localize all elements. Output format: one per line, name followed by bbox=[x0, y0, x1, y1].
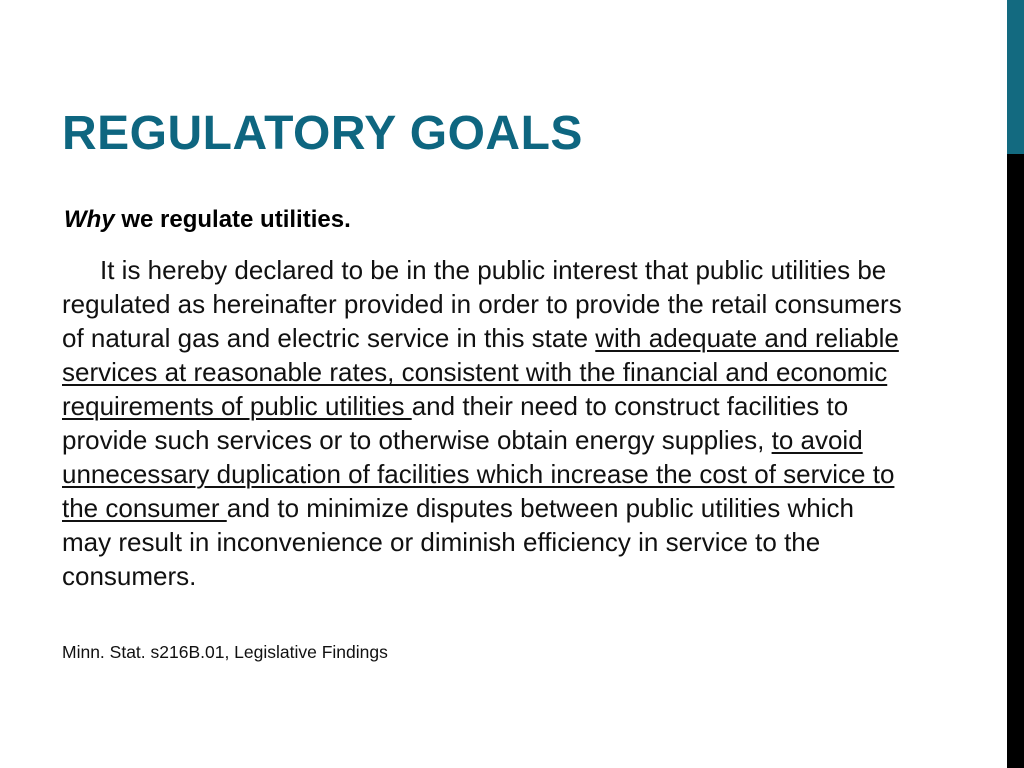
subtitle-text: we regulate utilities. bbox=[114, 206, 351, 233]
edge-dark-bar bbox=[1007, 154, 1024, 768]
slide-title: REGULATORY GOALS bbox=[62, 107, 583, 160]
quote-segment: and to minimize disputes between public utilities which may result in inconvenience or diminish efficiency in service to the consumers. bbox=[62, 493, 854, 591]
quote-segment-underlined: to avoid unnecessary duplication of facilities which increase the cost of service to the consumer bbox=[62, 425, 895, 523]
edge-accent-bar bbox=[1007, 0, 1024, 154]
citation: Minn. Stat. s216B.01, Legislative Findings bbox=[62, 642, 388, 662]
quote-segment: It is hereby declared to be in the public interest that public utilities be regulated as hereinafter provided in order to provide the retail consumers of natural gas and electric service in this state bbox=[62, 255, 902, 353]
quote-segment: and their need to construct facilities to provide such services or to otherwise obtain energy supplies, bbox=[62, 391, 849, 455]
subtitle-emphasis: Why bbox=[64, 206, 115, 233]
statute-quote bbox=[62, 253, 902, 593]
slide-subtitle bbox=[64, 206, 351, 234]
quote-segment-underlined: with adequate and reliable services at reasonable rates, consistent with the financial and economic requirements of public utilities bbox=[62, 323, 899, 421]
